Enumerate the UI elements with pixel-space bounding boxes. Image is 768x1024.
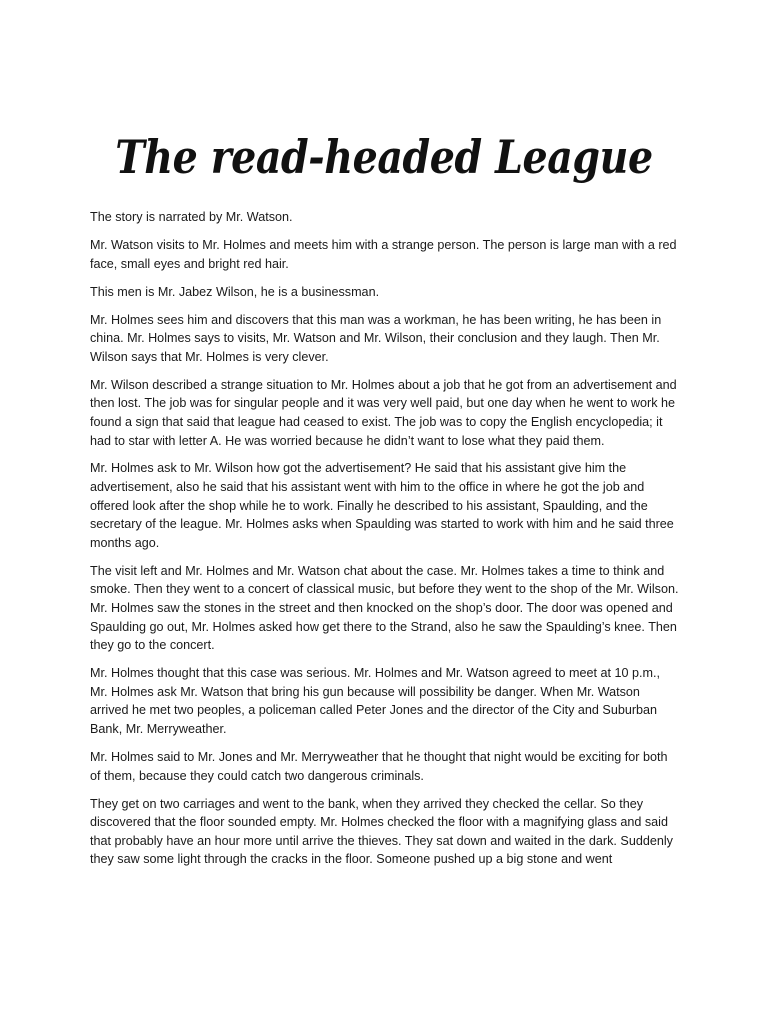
paragraph: Mr. Holmes ask to Mr. Wilson how got the advertisement? He said that his assistant give him the advertisement, also he said that his assistant went with him to the office in where he got the job and offered look after the shop while he to work. Finally he described to his assistant, Spaulding, and the secretary of the league. Mr. Holmes asks when Spaulding was started to work with him and he said three months ago. bbox=[90, 461, 674, 550]
paragraph: Mr. Watson visits to Mr. Holmes and meets him with a strange person. The person is large man with a red face, small eyes and bright red hair. bbox=[90, 237, 677, 271]
paragraph: Mr. Holmes thought that this case was serious. Mr. Holmes and Mr. Watson agreed to meet at 10 p.m., Mr. Holmes ask Mr. Watson that bring his gun because will possibility be danger. When Mr. Watson arrived he met two peoples, a policeman called Peter Jones and the director of the City and Suburban Bank, Mr. Merryweather. bbox=[90, 666, 660, 736]
paragraph: They get on two carriages and went to the bank, when they arrived they checked the cellar. So they discovered that the floor sounded empty. Mr. Holmes checked the floor with a magnifying glass and said that probably have an hour more until arrive the thieves. They sat down and waited in the dark. Suddenly they saw some light through the cracks in the floor. Someone pushed up a big stone and went bbox=[90, 796, 673, 867]
paragraph: The visit left and Mr. Holmes and Mr. Watson chat about the case. Mr. Holmes takes a time to think and smoke. Then they went to a concert of classical music, but before they went to the shop of the Mr. Wilson. Mr. Holmes saw the stones in the street and then knocked on the shop’s door. The door was opened and Spaulding go out, Mr. Holmes asked how get there to the Strand, also he saw the Spaulding’s knee. Then they go to the concert. bbox=[90, 563, 679, 653]
document-title: The read-headed League bbox=[115, 129, 653, 184]
paragraph: Mr. Wilson described a strange situation to Mr. Holmes about a job that he got from an advertisement and then lost. The job was for singular people and it was very well paid, but one day when he went to work he found a sign that said that league had ceased to exist. The job was to copy the English encyclopedia; it had to star with letter A. He was worried because he didn’t want to lose what they paid them. bbox=[90, 377, 677, 448]
document-body bbox=[90, 208, 680, 878]
paragraph: Mr. Holmes sees him and discovers that this man was a workman, he has been writing, he has been in china. Mr. Holmes says to visits, Mr. Watson and Mr. Wilson, their conclusion and they laugh. Then Mr. Wilson says that Mr. Holmes is very clever. bbox=[90, 312, 662, 364]
paragraph: Mr. Holmes said to Mr. Jones and Mr. Merryweather that he thought that night would be exciting for both of them, because they could catch two dangerous criminals. bbox=[90, 749, 668, 783]
paragraph: This men is Mr. Jabez Wilson, he is a businessman. bbox=[90, 284, 380, 299]
paragraph: The story is narrated by Mr. Watson. bbox=[90, 210, 293, 224]
